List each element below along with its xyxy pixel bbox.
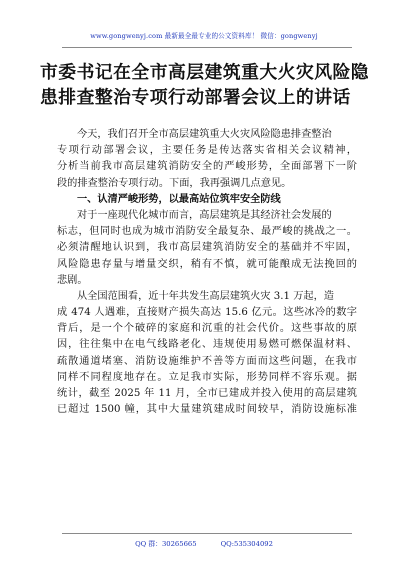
document-title	[40, 60, 370, 110]
body-line: 风险隐患存量与增量交织，稍有不慎，就可能酿成无法挽回的	[57, 258, 357, 270]
body-line: 同样不同程度地存在。立足我市实际，形势同样不容乐观。据	[57, 371, 357, 383]
body-line: 今天，我们召开全市高层建筑重大火灾风险隐患排查整治	[77, 129, 332, 140]
body-line: 专项行动部署会议，主要任务是传达落实省相关会议精神，	[57, 145, 357, 157]
page-header: www.gongwenyj.com 最新最全最专业的公文资料库！ 微信：gongwenyj	[90, 32, 318, 40]
body-line: 分析当前我市高层建筑消防安全的严峻形势，全面部署下一阶	[57, 161, 357, 173]
footer-qq: QQ:535304092	[220, 540, 273, 548]
document-body	[57, 127, 357, 418]
title-line-2: 患排查整治专项行动部署会议上的讲话	[40, 87, 351, 108]
title-line-1: 市委书记在全市高层建筑重大火灾风险隐	[40, 62, 370, 83]
body-line: 标志，但同时也成为城市消防安全最复杂、最严峻的挑战之一。	[57, 226, 357, 238]
body-line: 成 474 人遇难，直接财产损失高达 15.6 亿元。这些冰冷的数字	[57, 307, 357, 319]
body-line: 统计，截至 2025 年 11 月，全市已建成并投入使用的高层建筑	[57, 388, 357, 399]
body-line: 从全国范围看，近十年共发生高层建筑火灾 3.1 万起，造	[77, 290, 334, 302]
body-line: 段的排查整治专项行动。下面，我再强调几点意见。	[57, 177, 292, 189]
footer-qq-group: QQ 群：30265665	[135, 540, 197, 548]
page-footer	[0, 538, 408, 548]
section-heading: 一、认清严峻形势，以最高站位筑牢安全防线	[77, 193, 281, 205]
body-line: 已超过 1500 幢，其中大量建筑建成时间较早，消防设施标准	[57, 404, 357, 416]
body-line: 背后，是一个个破碎的家庭和沉重的社会代价。这些事故的原	[57, 323, 357, 335]
body-line: 对于一座现代化城市而言，高层建筑是其经济社会发展的	[77, 209, 332, 221]
body-line: 疏散通道堵塞、消防设施维护不善等方面而这些问题，在我市	[57, 355, 357, 367]
body-line: 悲剧。	[57, 274, 88, 286]
body-line: 因，往往集中在电气线路老化、违规使用易燃可燃保温材料、	[57, 339, 357, 351]
body-line: 必须清醒地认识到，我市高层建筑消防安全的基础并不牢固，	[57, 242, 357, 254]
footer-divider	[62, 533, 352, 534]
header-divider	[62, 47, 352, 48]
